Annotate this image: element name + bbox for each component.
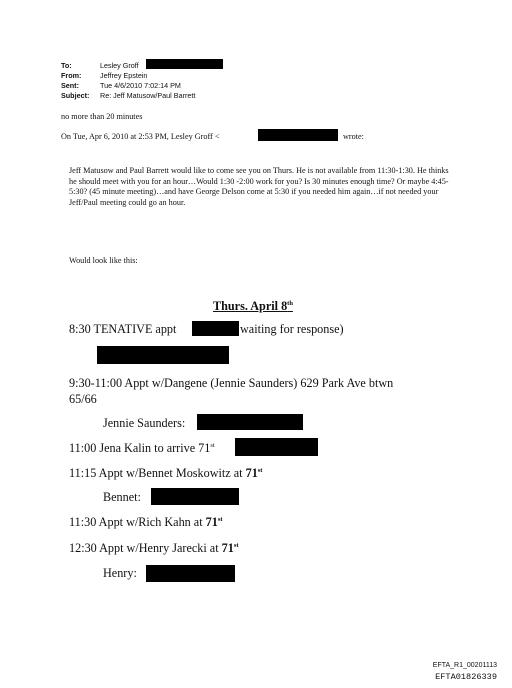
redaction-item1 <box>192 321 239 336</box>
subject-value: Re: Jeff Matusow/Paul Barrett <box>100 91 196 100</box>
schedule-title: Thurs. April 8th <box>213 299 293 313</box>
from-value: Jeffrey Epstein <box>100 71 148 80</box>
redaction-to-email <box>146 59 223 69</box>
sent-label: Sent: <box>61 81 79 90</box>
redaction-jena <box>235 438 318 456</box>
quote-intro-end: wrote: <box>343 132 364 141</box>
redaction-sender-email <box>258 129 338 141</box>
schedule-item-930-cont: 65/66 <box>69 392 97 406</box>
quote-intro: On Tue, Apr 6, 2010 at 2:53 PM, Lesley Groff < <box>61 132 220 141</box>
schedule-item-930: 9:30-11:00 Appt w/Dangene (Jennie Saunders) 629 Park Ave btwn <box>69 376 394 390</box>
schedule-item-830: 8:30 TENATIVE appt <box>69 322 177 336</box>
redaction-bennet <box>151 488 239 505</box>
sent-value: Tue 4/6/2010 7:02:14 PM <box>100 81 181 90</box>
schedule-item-1130: 11:30 Appt w/Rich Kahn at 71st <box>69 515 223 529</box>
bennet-label: Bennet: <box>103 490 141 504</box>
henry-label: Henry: <box>103 566 137 580</box>
schedule-item-1100: 11:00 Jena Kalin to arrive 71st <box>69 441 215 455</box>
subject-label: Subject: <box>61 91 90 100</box>
from-label: From: <box>61 71 82 80</box>
quoted-paragraph: Jeff Matusow and Paul Barrett would like to come see you on Thurs. He is not available from 11:30-1:30. He thinks he should meet with you for an hour…Would 1:30 -2:00 work for you? Is 30 minutes enough time? Or maybe 4:45-5:30? (45 minute meeting)…and have George Delson come at 5:30 if you needed him again…if not needed your Jeff/Paul meeting could go an hour. <box>69 166 449 207</box>
to-value: Lesley Groff <box>100 61 139 70</box>
to-label: To: <box>61 61 72 70</box>
bates-number-1: EFTA_R1_00201113 <box>432 662 497 669</box>
jennie-label: Jennie Saunders: <box>103 416 186 430</box>
bates-number-2: EFTA01826339 <box>435 672 497 682</box>
redaction-item1-detail <box>97 346 229 364</box>
redaction-henry <box>146 565 235 582</box>
schedule-item-1230: 12:30 Appt w/Henry Jarecki at 71st <box>69 541 239 555</box>
schedule-item-1115: 11:15 Appt w/Bennet Moskowitz at 71st <box>69 466 263 480</box>
reply-text: no more than 20 minutes <box>61 112 143 121</box>
redaction-jennie <box>197 414 303 430</box>
schedule-item-830-status: waiting for response) <box>240 322 344 336</box>
look-like-text: Would look like this: <box>69 256 138 265</box>
